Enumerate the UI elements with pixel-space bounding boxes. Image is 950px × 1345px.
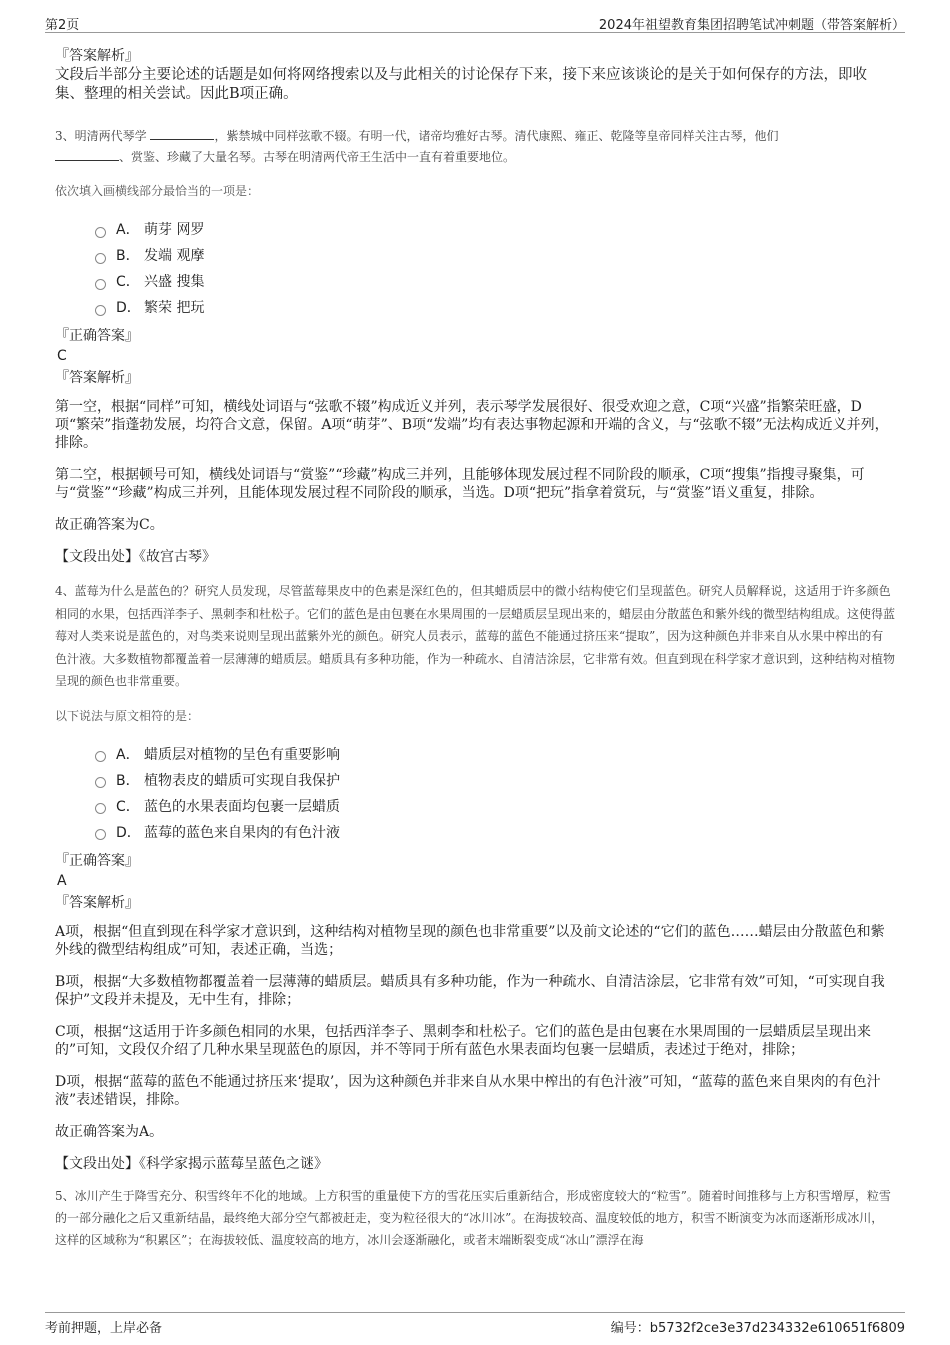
option-c[interactable] [95,268,895,294]
page-number: 第2页 [45,18,80,33]
page-header [45,12,905,33]
analysis-paragraph: C项，根据“这适用于许多颜色相同的水果，包括西洋李子、黑刺李和杜松子。它们的蓝色是由包裹在水果周围的一层蜡质层呈现出来的”可知，文段仅介绍了几种水果呈现蓝色的原因，并不等同于所有蓝色水果表面均包裹一层蜡质，表述过于绝对，排除； [55,1023,871,1058]
option-letter: B． [116,248,140,264]
document-title: 2024年祖望教育集团招聘笔试冲刺题（带答案解析） [598,18,905,33]
question-text-part: 、赏鉴、珍藏了大量名琴。古琴在明清两代帝王生活中一直有着重要地位。 [119,150,516,164]
analysis-conclusion: 故正确答案为A。 [55,1123,164,1140]
source-citation: 【文段出处】《故宫古琴》 [55,549,216,565]
question-prompt: 以下说法与原文相符的是： [55,708,200,723]
analysis-label: 『答案解析』 [55,48,139,64]
radio-icon[interactable] [95,829,106,840]
option-text: 繁荣 把玩 [144,300,205,316]
option-letter: C． [116,798,140,815]
option-letter: A． [116,222,140,238]
option-c[interactable] [95,793,895,819]
correct-answer-label: 『正确答案』 [55,852,139,869]
footer-slogan: 考前押题，上岸必备 [45,1321,163,1336]
option-text: 蓝色的水果表面均包裹一层蜡质 [144,798,340,815]
option-d[interactable] [95,819,895,845]
option-a[interactable] [95,216,895,242]
correct-answer-label: 『正确答案』 [55,328,139,344]
option-text: 蜡质层对植物的呈色有重要影响 [144,746,340,763]
correct-answer: C [57,348,67,364]
option-text: 兴盛 搜集 [144,274,205,290]
analysis-label: 『答案解析』 [55,894,139,911]
question-text: 冰川产生于降雪充分、积雪终年不化的地域。上方积雪的重量使下方的雪花压实后重新结合，形成密度较大的“粒雪”。随着时间推移与上方积雪增厚，粒雪的一部分融化之后又重新结晶，最终绝大部分空气都被赶走，变为粒径很大的“冰川冰”。在海拔较高、温度较低的地方，积雪不断演变为冰而逐渐形成冰川，这样的区域称为“积累区”；在海拔较低、温度较高的地方，冰川会逐渐融化，或者末端断裂变成“冰山”漂浮在海 [55,1188,891,1247]
analysis-paragraph: A项，根据“但直到现在科学家才意识到，这种结构对植物呈现的颜色也非常重要”以及前文论述的“它们的蓝色……蜡层由分散蓝色和紫外线的微型结构组成”可知，表述正确，当选； [55,923,885,958]
question-4 [55,580,895,1173]
option-a[interactable] [95,741,895,767]
question-text-part: 明清两代琴学 [74,129,147,143]
question-3 [55,126,895,566]
analysis-paragraph: D项，根据“蓝莓的蓝色不能通过挤压来‘提取’，因为这种颜色并非来自从水果中榨出的有色汁液”可知，“蓝莓的蓝色来自果肉的有色汁液”表述错误，排除。 [55,1073,881,1108]
analysis-paragraph: 第一空，根据“同样”可知，横线处词语与“弦歌不辍”构成近义并列，表示琴学发展很好、很受欢迎之意，C项“兴盛”指繁荣旺盛，D项“繁荣”指蓬勃发展，均符合文意，保留。A项“萌芽”、B项“发端”均有表达事物起源和开端的含义，与“弦歌不辍”无法构成近义并列，排除。 [55,399,889,451]
option-text: 植物表皮的蜡质可实现自我保护 [144,772,340,789]
option-letter: D． [116,824,141,841]
option-text: 发端 观摩 [144,248,205,264]
analysis-paragraph: B项，根据“大多数植物都覆盖着一层薄薄的蜡质层。蜡质具有多种功能，作为一种疏水、自清洁涂层，它非常有效”可知，“可实现自我保护”文段并未提及，无中生有，排除； [55,973,885,1008]
page-footer [45,1312,905,1335]
option-letter: B． [116,772,140,789]
radio-icon[interactable] [95,253,106,264]
analysis-label: 『答案解析』 [55,370,139,386]
question-prompt: 依次填入画横线部分最恰当的一项是： [55,184,260,198]
blank-line [55,148,119,161]
question-text-part: ，紫禁城中同样弦歌不辍。有明一代，诸帝均雅好古琴。清代康熙、雍正、乾隆等皇帝同样关注古琴，他们 [214,129,779,143]
option-b[interactable] [95,767,895,793]
radio-icon[interactable] [95,803,106,814]
option-text: 蓝莓的蓝色来自果肉的有色汁液 [144,824,340,841]
option-letter: D． [116,300,141,316]
option-letter: C． [116,274,140,290]
option-letter: A． [116,746,140,763]
analysis-paragraph: 第二空，根据顿号可知，横线处词语与“赏鉴”“珍藏”构成三并列，且能够体现发展过程不同阶段的顺承，C项“搜集”指搜寻聚集，可与“赏鉴”“珍藏”构成三并列，且能体现发展过程不同阶段的顺承，当选。D项“把玩”指拿着赏玩，与“赏鉴”语义重复，排除。 [55,467,865,501]
question-number: 5、 [55,1188,75,1203]
option-text: 萌芽 网罗 [144,222,205,238]
analysis-text: 文段后半部分主要论述的话题是如何将网络搜索以及与此相关的讨论保存下来，接下来应该谈论的是关于如何保存的方法，即收集、整理的相关尝试。因此B项正确。 [55,67,867,102]
question-number: 3、 [55,129,75,143]
option-list [95,216,895,320]
option-b[interactable] [95,242,895,268]
document-code: 编号：b5732f2ce3e37d234332e610651f6809 [610,1321,905,1336]
blank-line [150,127,214,140]
radio-icon[interactable] [95,751,106,762]
source-citation: 【文段出处】《科学家揭示蓝莓呈蓝色之谜》 [55,1155,328,1172]
radio-icon[interactable] [95,777,106,788]
question-5 [55,1185,895,1251]
option-d[interactable] [95,294,895,320]
question-number: 4、 [55,584,75,598]
radio-icon[interactable] [95,279,106,290]
option-list [95,741,895,845]
page-content [55,46,895,1251]
question-text: 蓝莓为什么是蓝色的？研究人员发现，尽管蓝莓果皮中的色素是深红色的，但其蜡质层中的微小结构使它们呈现蓝色。研究人员解释说，这适用于许多颜色相同的水果，包括西洋李子、黑刺李和杜松子。它们的蓝色是由包裹在水果周围的一层蜡质层呈现出来的，蜡层由分散蓝色和紫外线的微型结构组成。这使得蓝莓对人类来说是蓝色的，对鸟类来说则呈现出蓝紫外光的颜色。研究人员表示，蓝莓的蓝色不能通过挤压来“提取”，因为这种颜色并非来自从水果中榨出的有色汁液。大多数植物都覆盖着一层薄薄的蜡质层。蜡质具有多种功能，作为一种疏水、自清洁涂层，它非常有效。但直到现在科学家才意识到，这种结构对植物呈现的颜色也非常重要。 [55,584,896,688]
radio-icon[interactable] [95,227,106,238]
radio-icon[interactable] [95,305,106,316]
correct-answer: A [57,872,67,889]
analysis-conclusion: 故正确答案为C。 [55,517,164,533]
